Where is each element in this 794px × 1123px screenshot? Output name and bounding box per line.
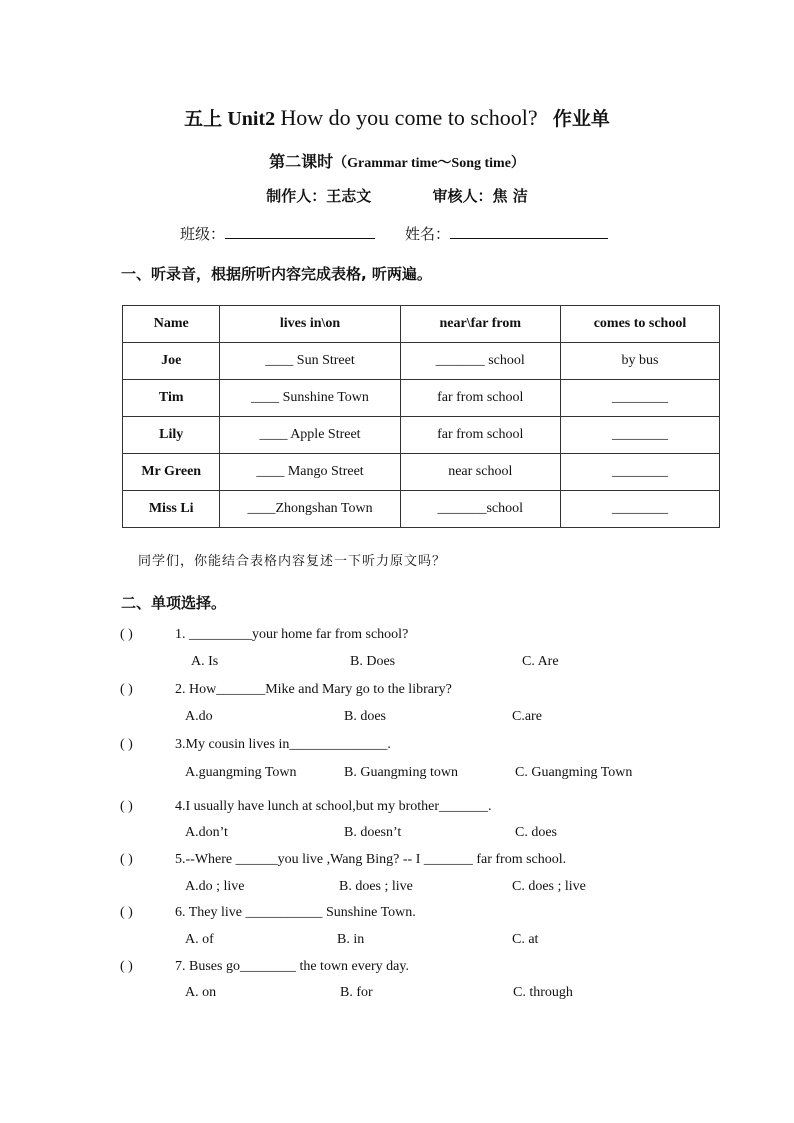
cell-near-far: far from school	[400, 417, 560, 454]
cell-near-far: near school	[400, 454, 560, 491]
question-3-option-c[interactable]: C. Guangming Town	[515, 765, 633, 780]
title-suffix: 作业单	[552, 108, 610, 130]
cell-lives[interactable]: ____Zhongshan Town	[220, 491, 400, 528]
question-3-option-a[interactable]: A.guangming Town	[185, 765, 297, 780]
question-3-text: 3.My cousin lives in______________.	[175, 737, 391, 752]
question-6-option-c[interactable]: C. at	[512, 932, 539, 947]
cell-name: Miss Li	[123, 491, 220, 528]
question-1-paren[interactable]: ( )	[120, 627, 133, 642]
question-3-paren[interactable]: ( )	[120, 737, 133, 752]
reviewer: 审核人：焦 洁	[432, 187, 528, 205]
question-1-option-c[interactable]: C. Are	[522, 654, 559, 669]
table-row	[123, 454, 720, 491]
question-5-text: 5.--Where ______you live ,Wang Bing? -- I _______ far from school.	[175, 852, 567, 867]
class-label: 班级：	[180, 225, 226, 243]
lesson-en: （Grammar time～Song time）	[333, 156, 525, 171]
cell-lives[interactable]: ____ Sunshine Town	[220, 380, 400, 417]
lesson-subtitle	[0, 149, 794, 172]
question-4-option-c[interactable]: C. does	[515, 825, 557, 840]
question-7-option-b[interactable]: B. for	[340, 985, 373, 1000]
cell-lives[interactable]: ____ Sun Street	[220, 343, 400, 380]
table-row	[123, 343, 720, 380]
header-near-far: near\far from	[400, 306, 560, 343]
maker: 制作人：王志文	[266, 187, 372, 205]
section2-title: 二、单项选择。	[121, 594, 227, 612]
question-7-paren[interactable]: ( )	[120, 959, 133, 974]
question-6-option-a[interactable]: A. of	[185, 932, 214, 947]
question-5-option-c[interactable]: C. does ; live	[512, 879, 586, 894]
name-field[interactable]	[405, 222, 608, 244]
class-field[interactable]	[180, 222, 375, 244]
question-2-text: 2. How_______Mike and Mary go to the library?	[175, 682, 452, 697]
table-row	[123, 380, 720, 417]
question-7-option-a[interactable]: A. on	[185, 985, 217, 1000]
cell-lives[interactable]: ____ Mango Street	[220, 454, 400, 491]
cell-near-far: far from school	[400, 380, 560, 417]
question-1-option-b[interactable]: B. Does	[350, 654, 396, 669]
question-2-option-a[interactable]: A.do	[185, 709, 213, 724]
question-2-option-b[interactable]: B. does	[344, 709, 386, 724]
cell-name: Lily	[123, 417, 220, 454]
question-5-option-a[interactable]: A.do ; live	[185, 879, 245, 894]
question-6-option-b[interactable]: B. in	[337, 932, 365, 947]
cell-near-far[interactable]: _______ school	[400, 343, 560, 380]
question-5-option-b[interactable]: B. does ; live	[339, 879, 413, 894]
question-4-option-b[interactable]: B. doesn’t	[344, 825, 402, 840]
table-header-row	[123, 306, 720, 343]
name-blank[interactable]	[450, 222, 608, 239]
header-lives: lives in\on	[220, 306, 400, 343]
question-6-paren[interactable]: ( )	[120, 905, 133, 920]
section1-title: 一、听录音，根据所听内容完成表格, 听两遍。	[121, 265, 432, 283]
cell-comes[interactable]: ________	[560, 417, 719, 454]
cell-lives[interactable]: ____ Apple Street	[220, 417, 400, 454]
listening-table	[122, 305, 720, 528]
table-row	[123, 491, 720, 528]
question-5-paren[interactable]: ( )	[120, 852, 133, 867]
question-1-text: 1. _________your home far from school?	[175, 627, 409, 642]
header-name: Name	[123, 306, 220, 343]
cell-name: Joe	[123, 343, 220, 380]
name-label: 姓名：	[405, 225, 451, 243]
cell-comes[interactable]: ________	[560, 454, 719, 491]
title-unit: Unit2	[227, 108, 276, 130]
cell-name: Tim	[123, 380, 220, 417]
table-row	[123, 417, 720, 454]
cell-comes: by bus	[560, 343, 719, 380]
question-2-paren[interactable]: ( )	[120, 682, 133, 697]
question-3-option-b[interactable]: B. Guangming town	[344, 765, 458, 780]
lesson-zh: 第二课时	[269, 152, 334, 171]
question-4-option-a[interactable]: A.don’t	[185, 825, 228, 840]
question-4-text: 4.I usually have lunch at school,but my brother_______.	[175, 799, 492, 814]
question-7-text: 7. Buses go________ the town every day.	[175, 959, 409, 974]
worksheet-title	[0, 104, 794, 131]
header-comes: comes to school	[560, 306, 719, 343]
cell-comes[interactable]: ________	[560, 380, 719, 417]
cell-near-far[interactable]: _______school	[400, 491, 560, 528]
authors-line	[0, 185, 794, 206]
retell-note: 同学们，你能结合表格内容复述一下听力原文吗？	[138, 554, 447, 569]
class-blank[interactable]	[225, 222, 375, 239]
question-4-paren[interactable]: ( )	[120, 799, 133, 814]
question-1-option-a[interactable]: A. Is	[191, 654, 219, 669]
title-prefix: 五上	[184, 108, 223, 130]
cell-comes[interactable]: ________	[560, 491, 719, 528]
question-2-option-c[interactable]: C.are	[512, 709, 542, 724]
title-question: How do you come to school?	[280, 105, 538, 130]
cell-name: Mr Green	[123, 454, 220, 491]
question-7-option-c[interactable]: C. through	[513, 985, 573, 1000]
question-6-text: 6. They live ___________ Sunshine Town.	[175, 905, 416, 920]
